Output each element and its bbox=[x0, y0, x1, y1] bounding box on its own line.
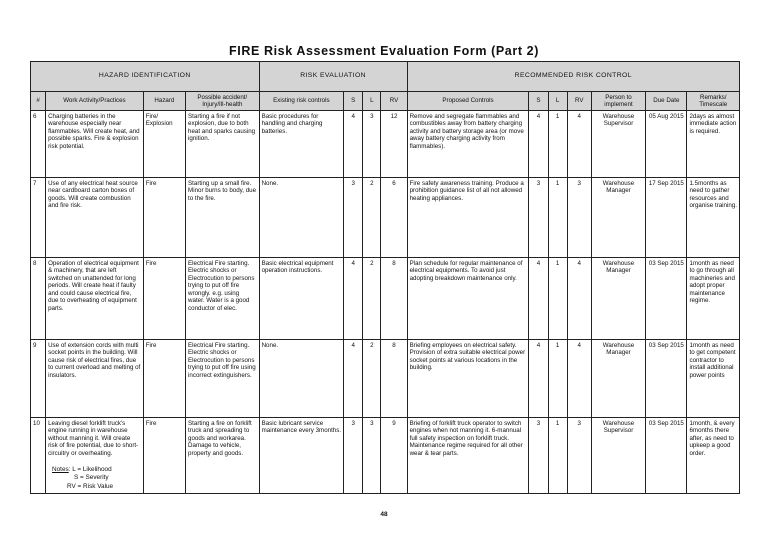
section-hazard-identification: HAZARD IDENTIFICATION bbox=[31, 62, 260, 92]
table-row bbox=[31, 111, 740, 178]
risk-assessment-table bbox=[30, 61, 740, 494]
cell-existing-controls: None. bbox=[259, 178, 344, 258]
col-header-existing-controls: Existing risk controls bbox=[259, 92, 344, 111]
cell-likelihood-after: 1 bbox=[548, 340, 567, 418]
cell-row-number: 7 bbox=[31, 178, 46, 258]
cell-risk-value: 9 bbox=[381, 418, 407, 494]
cell-existing-controls: Basic procedures for handling and charging batteries. bbox=[259, 111, 344, 178]
cell-likelihood: 3 bbox=[363, 418, 381, 494]
cell-severity-after: 4 bbox=[529, 258, 548, 340]
cell-work-activity: Use of extension cords with multi socket points in the building. Will cause risk of electrical fires, due to current overload and melting of insulators. bbox=[46, 340, 144, 418]
cell-remarks: 1month as need to get competent contractor to install additional power points bbox=[687, 340, 740, 418]
cell-risk-value: 12 bbox=[381, 111, 407, 178]
col-header-due-date: Due Date bbox=[646, 92, 687, 111]
cell-severity: 4 bbox=[344, 340, 363, 418]
cell-risk-value-after: 4 bbox=[567, 258, 591, 340]
cell-likelihood-after: 1 bbox=[548, 418, 567, 494]
cell-person-to-implement: Warehouse Manager bbox=[591, 340, 645, 418]
col-header-activity: Work Activity/Practices bbox=[46, 92, 144, 111]
cell-possible-accident: Electrical Fire starting. Electric shocks or Electrocution to persons trying to put off fire using incorrect extinguishers. bbox=[186, 340, 260, 418]
cell-work-activity: Leaving diesel forklift truck's engine running in warehouse without manning it. Will create risk of fire potential, due to short-circuitry or overheating. bbox=[46, 418, 144, 494]
cell-existing-controls: Basic electrical equipment operation instructions. bbox=[259, 258, 344, 340]
col-header-severity: S bbox=[344, 92, 363, 111]
cell-severity: 4 bbox=[344, 111, 363, 178]
cell-hazard: Fire bbox=[143, 340, 185, 418]
cell-likelihood-after: 1 bbox=[548, 111, 567, 178]
cell-work-activity: Operation of electrical equipment & machinery, that are left switched on unattended for long periods. Will create heat if faulty and could cause electrical fire, due to overheating of equipment parts. bbox=[46, 258, 144, 340]
col-header-person: Person to implement bbox=[591, 92, 645, 111]
col-header-proposed-controls: Proposed Controls bbox=[407, 92, 529, 111]
cell-hazard: Fire bbox=[143, 258, 185, 340]
notes-line-severity: S = Severity bbox=[74, 474, 109, 482]
cell-due-date: 03 Sep 2015 bbox=[646, 258, 687, 340]
cell-work-activity: Charging batteries in the warehouse especially near flammables. Will create heat, and possible sparks. Fire & explosion risk potential. bbox=[46, 111, 144, 178]
cell-existing-controls: Basic lubricant service maintenance every 3months. bbox=[259, 418, 344, 494]
notes-label: Notes bbox=[52, 466, 69, 473]
cell-severity-after: 4 bbox=[529, 340, 548, 418]
cell-row-number: 6 bbox=[31, 111, 46, 178]
cell-row-number: 9 bbox=[31, 340, 46, 418]
cell-proposed-controls: Briefing employees on electrical safety. Provision of extra suitable electrical power socket points at various locations in the building. bbox=[407, 340, 529, 418]
cell-remarks: 2days as almost immediate action is required. bbox=[687, 111, 740, 178]
col-header-likelihood-2: L bbox=[548, 92, 567, 111]
col-header-number: # bbox=[31, 92, 46, 111]
cell-due-date: 05 Aug 2015 bbox=[646, 111, 687, 178]
cell-risk-value: 8 bbox=[381, 258, 407, 340]
cell-likelihood: 2 bbox=[363, 340, 381, 418]
page-number: 48 bbox=[380, 511, 388, 518]
cell-person-to-implement: Warehouse Manager bbox=[591, 258, 645, 340]
table-row bbox=[31, 178, 740, 258]
cell-risk-value-after: 3 bbox=[567, 178, 591, 258]
cell-possible-accident: Electrical Fire starting. Electric shocks or Electrocution to persons trying to put off fire wrongly. e.g. using water. Water is a good conductor of elec. bbox=[186, 258, 260, 340]
section-risk-evaluation: RISK EVALUATION bbox=[259, 62, 407, 92]
col-header-likelihood: L bbox=[363, 92, 381, 111]
cell-possible-accident: Starting up a small fire. Minor burns to body, due to the fire. bbox=[186, 178, 260, 258]
cell-severity-after: 3 bbox=[529, 418, 548, 494]
cell-likelihood: 2 bbox=[363, 178, 381, 258]
cell-remarks: 1month as need to go through all machineries and adopt proper maintenance regime. bbox=[687, 258, 740, 340]
cell-possible-accident: Starting a fire if not explosion, due to both heat and sparks causing ignition. bbox=[186, 111, 260, 178]
cell-proposed-controls: Fire safety awareness training. Produce a prohibition guidance list of all not allowed heating appliances. bbox=[407, 178, 529, 258]
cell-due-date: 03 Sep 2015 bbox=[646, 418, 687, 494]
section-recommended-risk-control: RECOMMENDED RISK CONTROL bbox=[407, 62, 739, 92]
cell-work-activity: Use of any electrical heat source near cardboard carton boxes of goods. Will create combustion and fire risk. bbox=[46, 178, 144, 258]
col-header-hazard: Hazard bbox=[143, 92, 185, 111]
notes: Notes: L = Likelihood S = Severity RV = Risk Value bbox=[52, 466, 114, 490]
cell-severity: 4 bbox=[344, 258, 363, 340]
cell-due-date: 03 Sep 2015 bbox=[646, 340, 687, 418]
cell-person-to-implement: Warehouse Supervisor bbox=[591, 111, 645, 178]
notes-line-risk-value: RV = Risk Value bbox=[67, 482, 114, 490]
cell-person-to-implement: Warehouse Manager bbox=[591, 178, 645, 258]
cell-remarks: 1month, & every 6months there after, as need to upkeep a good order. bbox=[687, 418, 740, 494]
cell-hazard: Fire bbox=[143, 178, 185, 258]
cell-row-number: 10 bbox=[31, 418, 46, 494]
col-header-accident: Possible accident/ Injury/Ill-health bbox=[186, 92, 260, 111]
cell-hazard: Fire/ Explosion bbox=[143, 111, 185, 178]
cell-proposed-controls: Remove and segregate flammables and combustibles away from battery charging activity and battery storage area (or move away battery charging activity from flammables). bbox=[407, 111, 529, 178]
col-header-risk-value-2: RV bbox=[567, 92, 591, 111]
cell-proposed-controls: Plan schedule for regular maintenance of electrical equipments. To avoid just adopting breakdown maintenance only. bbox=[407, 258, 529, 340]
table-row bbox=[31, 258, 740, 340]
cell-likelihood-after: 1 bbox=[548, 178, 567, 258]
cell-risk-value-after: 4 bbox=[567, 340, 591, 418]
cell-proposed-controls: Briefing of forklift truck operator to switch engines when not manning it. 6-mannual full safety inspection on forklift truck. Maintenance regime required for all other wear & tear parts. bbox=[407, 418, 529, 494]
cell-risk-value-after: 3 bbox=[567, 418, 591, 494]
cell-remarks: 1.5months as need to gather resources and organise training. bbox=[687, 178, 740, 258]
cell-person-to-implement: Warehouse Supervisor bbox=[591, 418, 645, 494]
cell-severity-after: 3 bbox=[529, 178, 548, 258]
col-header-risk-value: RV bbox=[381, 92, 407, 111]
cell-risk-value-after: 4 bbox=[567, 111, 591, 178]
cell-risk-value: 8 bbox=[381, 340, 407, 418]
cell-likelihood-after: 1 bbox=[548, 258, 567, 340]
cell-risk-value: 6 bbox=[381, 178, 407, 258]
cell-likelihood: 2 bbox=[363, 258, 381, 340]
cell-possible-accident: Starting a fire on forklift truck and spreading to goods and workarea. Damage to vehicle, property and goods. bbox=[186, 418, 260, 494]
col-header-remarks: Remarks/ Timescale bbox=[687, 92, 740, 111]
cell-due-date: 17 Sep 2015 bbox=[646, 178, 687, 258]
table-row bbox=[31, 418, 740, 494]
col-header-severity-2: S bbox=[529, 92, 548, 111]
cell-severity-after: 4 bbox=[529, 111, 548, 178]
cell-severity: 3 bbox=[344, 178, 363, 258]
section-header-row bbox=[31, 62, 740, 92]
table-row bbox=[31, 340, 740, 418]
cell-existing-controls: None. bbox=[259, 340, 344, 418]
notes-line-likelihood: L = Likelihood bbox=[72, 466, 112, 473]
cell-likelihood: 3 bbox=[363, 111, 381, 178]
cell-severity: 3 bbox=[344, 418, 363, 494]
cell-row-number: 8 bbox=[31, 258, 46, 340]
column-header-row bbox=[31, 92, 740, 111]
form-title: FIRE Risk Assessment Evaluation Form (Part 2) bbox=[229, 44, 539, 58]
cell-hazard: Fire bbox=[143, 418, 185, 494]
